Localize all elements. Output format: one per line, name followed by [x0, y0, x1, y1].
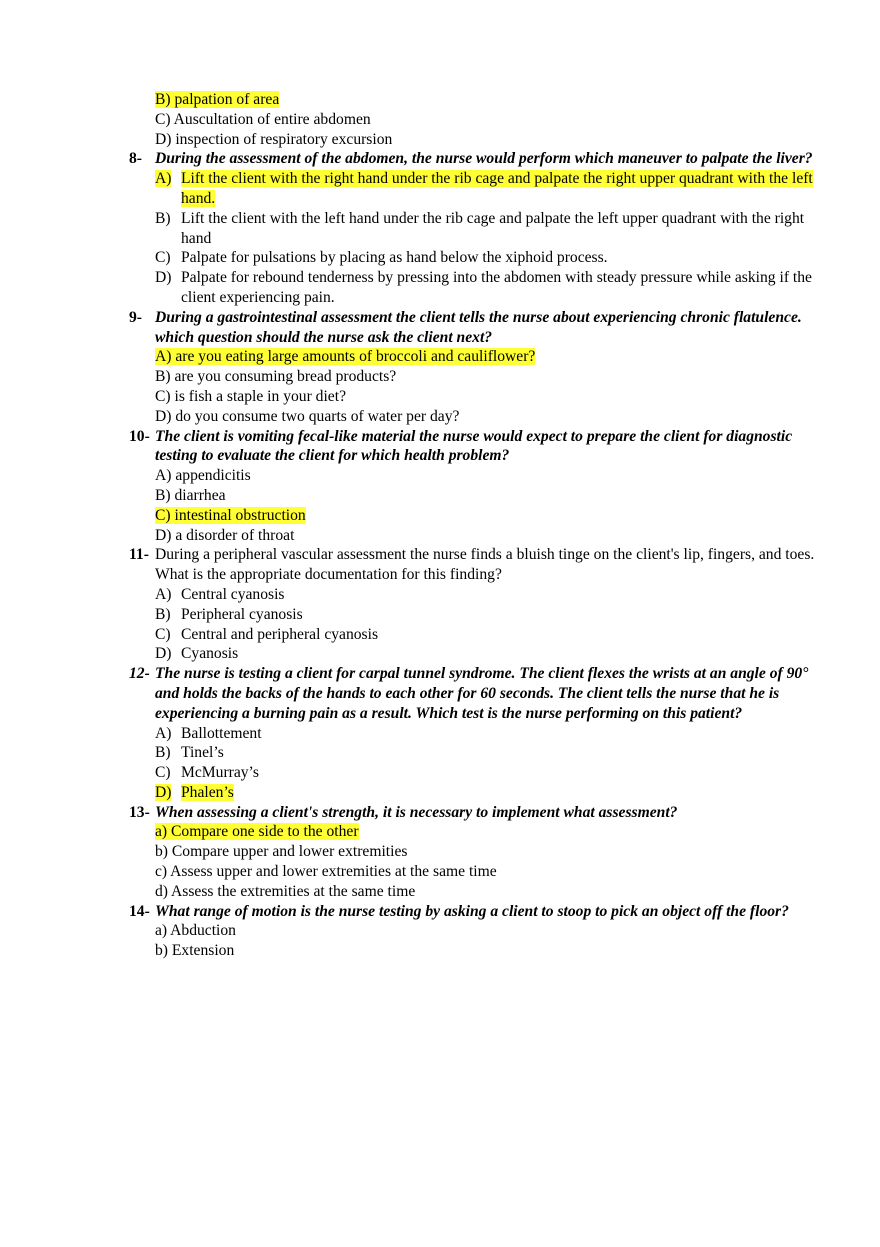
list-item: [155, 90, 819, 110]
option-label: A): [155, 724, 172, 742]
option-text: Palpate for rebound tenderness by pressing into the abdomen with steady pressure while asking if the client experiencing pain.: [181, 269, 812, 306]
option-label: C): [155, 764, 171, 782]
question-9: [129, 308, 819, 348]
option-label: B): [155, 209, 171, 227]
option-label: C): [155, 625, 171, 643]
list-item: [155, 743, 819, 763]
list-item: [155, 644, 819, 664]
list-item: B) diarrhea: [155, 486, 226, 504]
question-number: 12-: [129, 665, 150, 683]
option-label: D): [155, 645, 172, 663]
question-number: 8-: [129, 150, 142, 168]
option-text: Central cyanosis: [181, 585, 285, 603]
question-text: The nurse is testing a client for carpal tunnel syndrome. The client flexes the wrists at an angle of 90° and holds the backs of the hands to each other for 60 seconds. The client tells the nurse that he is experiencing a burning pain as a result. Which test is the nurse performing on this patient?: [155, 665, 809, 722]
option-label: C): [155, 249, 171, 267]
list-item: C) is fish a staple in your diet?: [155, 387, 346, 405]
question-number: 11-: [129, 546, 149, 564]
option-text: Peripheral cyanosis: [181, 605, 303, 623]
answer-label: A): [155, 170, 172, 188]
question-10: [129, 427, 819, 467]
list-item: b) Extension: [155, 942, 235, 960]
list-item: [155, 625, 819, 645]
answer-highlight: C) intestinal obstruction: [155, 506, 306, 524]
list-item: C) Auscultation of entire abdomen: [155, 110, 371, 128]
option-label: B): [155, 605, 171, 623]
list-item: c) Assess upper and lower extremities at the same time: [155, 863, 497, 881]
list-item: D) inspection of respiratory excursion: [155, 130, 393, 148]
question-text: During a gastrointestinal assessment the client tells the nurse about experiencing chronic flatulence. which question should the nurse ask the client next?: [155, 308, 802, 346]
option-text: Lift the client with the left hand under the rib cage and palpate the left upper quadrant with the right hand: [181, 209, 805, 247]
option-label: A): [155, 585, 172, 603]
answer-highlight: Phalen’s: [181, 783, 234, 801]
list-item: A) appendicitis: [155, 467, 251, 485]
question-text: What range of motion is the nurse testing by asking a client to stoop to pick an object off the floor?: [155, 902, 789, 920]
question-12: [129, 664, 819, 723]
question-11: [129, 545, 819, 585]
question-text: During the assessment of the abdomen, the nurse would perform which maneuver to palpate the liver?: [155, 150, 813, 168]
list-item: [155, 822, 819, 842]
answer-highlight: Lift the client with the right hand under the rib cage and palpate the right upper quadrant with the left hand.: [181, 170, 813, 207]
list-item: [155, 585, 819, 605]
question-number: 9-: [129, 308, 142, 326]
question-number: 13-: [129, 803, 150, 821]
list-item: a) Abduction: [155, 922, 236, 940]
list-item: [155, 506, 819, 526]
answer-label: D): [155, 783, 172, 801]
option-text: Ballottement: [181, 724, 262, 742]
answer-highlight: B) palpation of area: [155, 91, 280, 108]
option-text: Palpate for pulsations by placing as hand below the xiphoid process.: [181, 249, 608, 267]
list-item: b) Compare upper and lower extremities: [155, 843, 408, 861]
list-item: [155, 268, 819, 308]
answer-highlight: A) are you eating large amounts of broccoli and cauliflower?: [155, 348, 536, 366]
list-item: [155, 724, 819, 744]
list-item: [155, 605, 819, 625]
question-8: [129, 149, 819, 169]
list-item: D) a disorder of throat: [155, 526, 295, 544]
option-label: D): [155, 269, 172, 287]
question-list: [129, 90, 819, 961]
list-item: [155, 763, 819, 783]
question-14: [129, 902, 819, 922]
option-text: McMurray’s: [181, 764, 259, 782]
list-item: B) are you consuming bread products?: [155, 368, 397, 386]
option-label: B): [155, 744, 171, 762]
option-text: Cyanosis: [181, 645, 239, 663]
question-number: 10-: [129, 427, 150, 445]
list-item: [155, 248, 819, 268]
option-text: Central and peripheral cyanosis: [181, 625, 379, 643]
question-13: [129, 803, 819, 823]
question-number: 14-: [129, 902, 150, 920]
list-item: d) Assess the extremities at the same time: [155, 882, 416, 900]
list-item: [155, 347, 819, 367]
list-item: [155, 209, 819, 249]
list-item: [155, 783, 819, 803]
list-item: [155, 169, 819, 209]
list-item: D) do you consume two quarts of water per day?: [155, 407, 460, 425]
question-text: During a peripheral vascular assessment the nurse finds a bluish tinge on the client's lip, fingers, and toes. What is the appropriate documentation for this finding?: [155, 546, 815, 584]
question-text: The client is vomiting fecal-like material the nurse would expect to prepare the client for diagnostic testing to evaluate the client for which health problem?: [155, 427, 793, 465]
option-text: Tinel’s: [181, 744, 224, 762]
question-text: When assessing a client's strength, it is necessary to implement what assessment?: [155, 803, 678, 821]
answer-highlight: a) Compare one side to the other: [155, 823, 359, 841]
